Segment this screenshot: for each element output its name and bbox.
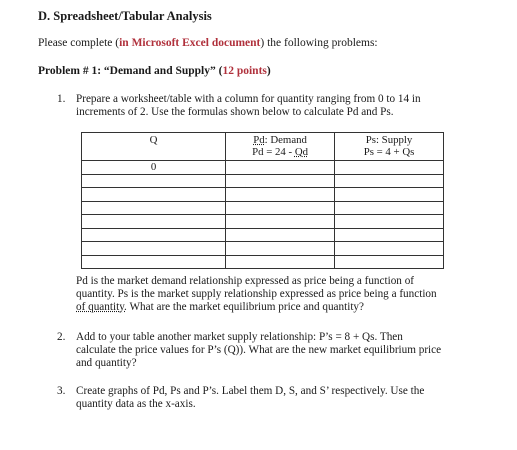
table-cell	[335, 201, 444, 215]
table-cell: 0	[82, 161, 226, 175]
item-1-line-1: Prepare a worksheet/table with a column for quantity ranging from 0 to 14 in	[76, 93, 421, 105]
problem-points: 12 points	[222, 65, 267, 77]
paragraph-line-3	[76, 301, 437, 314]
explanation-paragraph	[76, 275, 437, 314]
item-1-number: 1.	[57, 93, 66, 105]
table-cell	[226, 242, 335, 256]
table-row	[82, 255, 444, 269]
table-cell	[226, 255, 335, 269]
table-row	[82, 188, 444, 202]
table-cell	[82, 174, 226, 188]
header-pd-label: Pd: Demand	[253, 134, 307, 146]
table-cell	[82, 201, 226, 215]
paragraph-line-2: quantity. Ps is the market supply relationship expressed as price being a function	[76, 288, 437, 300]
problem-label: Problem # 1: “Demand and Supply” (	[38, 65, 223, 77]
item-3-line-1: Create graphs of Pd, Ps and P’s. Label them D, S, and S’ respectively. Use the	[76, 385, 425, 397]
item-2-line-2: calculate the price values for P’s (Q)). What are the new market equilibrium price	[76, 344, 442, 356]
table-header-row	[82, 133, 444, 161]
table-cell	[335, 242, 444, 256]
header-ps-formula: Ps = 4 + Qs	[363, 146, 415, 158]
intro-highlight: in Microsoft Excel document	[119, 37, 261, 49]
intro-after: ) the following problems:	[260, 37, 378, 49]
table-row	[82, 242, 444, 256]
table-cell	[226, 228, 335, 242]
table-cell	[335, 174, 444, 188]
item-1-line-2: increments of 2. Use the formulas shown below to calculate Pd and Ps.	[76, 106, 394, 118]
table-cell	[335, 188, 444, 202]
worksheet-table	[81, 132, 444, 269]
table-cell	[226, 215, 335, 229]
table-cell	[82, 215, 226, 229]
table-cell	[226, 161, 335, 175]
header-q-label: Q	[149, 134, 158, 146]
table-cell	[335, 228, 444, 242]
table-cell	[335, 255, 444, 269]
table-row	[82, 215, 444, 229]
table-cell	[335, 161, 444, 175]
header-pd	[226, 133, 335, 161]
item-2-line-1: Add to your table another market supply relationship: P’s = 8 + Qs. Then	[76, 331, 403, 343]
paragraph-line-3-rest: What are the market equilibrium price and quantity?	[126, 301, 364, 313]
header-ps	[335, 133, 444, 161]
intro-text	[38, 37, 378, 49]
table-row	[82, 201, 444, 215]
table-cell	[226, 174, 335, 188]
item-3-line-2: quantity data as the x-axis.	[76, 398, 196, 410]
table-cell	[335, 215, 444, 229]
table-cell	[82, 242, 226, 256]
section-title: D. Spreadsheet/Tabular Analysis	[38, 9, 212, 23]
problem-close: )	[266, 65, 271, 77]
paragraph-underlined: of quantity.	[76, 301, 127, 313]
table-cell	[82, 228, 226, 242]
table-row	[82, 161, 444, 175]
table-row	[82, 228, 444, 242]
item-3-number: 3.	[57, 385, 66, 397]
paragraph-line-1: Pd is the market demand relationship expressed as price being a function of	[76, 275, 415, 287]
item-2-line-3: and quantity?	[76, 357, 137, 369]
table-cell	[226, 188, 335, 202]
item-2-number: 2.	[57, 331, 66, 343]
problem-heading	[38, 65, 271, 77]
table-cell	[82, 255, 226, 269]
header-ps-label: Ps: Supply	[365, 134, 413, 146]
header-q	[82, 133, 226, 161]
header-pd-formula: Pd = 24 - Qd	[252, 146, 309, 158]
table-row	[82, 174, 444, 188]
intro-before: Please complete (	[38, 37, 120, 49]
table-cell	[226, 201, 335, 215]
table-cell	[82, 188, 226, 202]
